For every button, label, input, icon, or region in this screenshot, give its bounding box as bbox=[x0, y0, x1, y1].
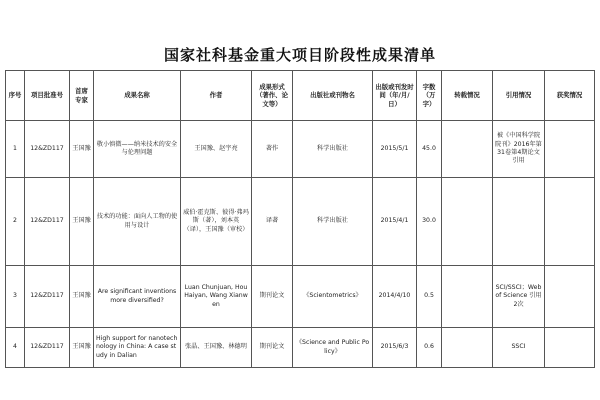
cell-chief-expert: 王国豫 bbox=[70, 328, 94, 368]
cell-reprint bbox=[442, 328, 493, 368]
header-award: 获奖情况 bbox=[545, 71, 595, 121]
header-no: 序号 bbox=[6, 71, 25, 121]
cell-project-no: 12&ZD117 bbox=[25, 178, 70, 266]
cell-citation: 被《中国科学院院刊》2016年第31卷第4期论文引用 bbox=[493, 121, 545, 178]
cell-result-form: 期刊论文 bbox=[252, 266, 293, 328]
cell-no: 4 bbox=[6, 328, 25, 368]
cell-author: 威伯·霍克斯、彼得·弗玛斯（著），刘本英（译），王国豫（审校） bbox=[181, 178, 252, 266]
table-row bbox=[6, 121, 595, 178]
header-author: 作者 bbox=[181, 71, 252, 121]
cell-chief-expert: 王国豫 bbox=[70, 121, 94, 178]
cell-result-name: High support for nanotechnology in China: A case study in Dalian bbox=[94, 328, 181, 368]
results-table bbox=[5, 70, 595, 368]
table-row bbox=[6, 328, 595, 368]
cell-publisher: 科学出版社 bbox=[293, 121, 373, 178]
cell-author: Luan Chunjuan, Hou Haiyan, Wang Xianwen bbox=[181, 266, 252, 328]
table-header-row bbox=[6, 71, 595, 121]
cell-publisher: 《Science and Public Policy》 bbox=[293, 328, 373, 368]
table-row bbox=[6, 178, 595, 266]
header-word-count: 字数（万字） bbox=[417, 71, 442, 121]
cell-pub-time: 2014/4/10 bbox=[373, 266, 417, 328]
table-row bbox=[6, 266, 595, 328]
header-publisher: 出版社或刊物名 bbox=[293, 71, 373, 121]
header-chief-expert: 首席专家 bbox=[70, 71, 94, 121]
cell-result-name: 敬小慎微——纳米技术的安全与伦理问题 bbox=[94, 121, 181, 178]
cell-result-form: 译著 bbox=[252, 178, 293, 266]
page-bottom-margin bbox=[0, 368, 600, 400]
cell-word-count: 0.6 bbox=[417, 328, 442, 368]
cell-project-no: 12&ZD117 bbox=[25, 121, 70, 178]
cell-pub-time: 2015/5/1 bbox=[373, 121, 417, 178]
cell-result-name: Are significant inventions more diversified? bbox=[94, 266, 181, 328]
cell-author: 张晶、王国豫、林德明 bbox=[181, 328, 252, 368]
cell-no: 1 bbox=[6, 121, 25, 178]
cell-reprint bbox=[442, 178, 493, 266]
cell-publisher: 《Scientometrics》 bbox=[293, 266, 373, 328]
cell-citation: SCI/SSCI；Web of Science 引用2次 bbox=[493, 266, 545, 328]
cell-citation bbox=[493, 178, 545, 266]
cell-project-no: 12&ZD117 bbox=[25, 328, 70, 368]
header-result-name: 成果名称 bbox=[94, 71, 181, 121]
header-reprint: 转载情况 bbox=[442, 71, 493, 121]
cell-no: 2 bbox=[6, 178, 25, 266]
cell-result-form: 著作 bbox=[252, 121, 293, 178]
cell-citation: SSCI bbox=[493, 328, 545, 368]
cell-word-count: 45.0 bbox=[417, 121, 442, 178]
cell-reprint bbox=[442, 266, 493, 328]
cell-publisher: 科学出版社 bbox=[293, 178, 373, 266]
cell-reprint bbox=[442, 121, 493, 178]
header-citation: 引用情况 bbox=[493, 71, 545, 121]
cell-chief-expert: 王国豫 bbox=[70, 266, 94, 328]
cell-project-no: 12&ZD117 bbox=[25, 266, 70, 328]
cell-award bbox=[545, 178, 595, 266]
cell-pub-time: 2015/4/1 bbox=[373, 178, 417, 266]
cell-author: 王国豫、赵宇亮 bbox=[181, 121, 252, 178]
cell-award bbox=[545, 328, 595, 368]
cell-pub-time: 2015/6/3 bbox=[373, 328, 417, 368]
header-result-form: 成果形式（著作、论文等） bbox=[252, 71, 293, 121]
header-project-no: 项目批准号 bbox=[25, 71, 70, 121]
header-pub-time: 出版或刊发时间（年/月/日） bbox=[373, 71, 417, 121]
cell-award bbox=[545, 266, 595, 328]
cell-chief-expert: 王国豫 bbox=[70, 178, 94, 266]
cell-result-form: 期刊论文 bbox=[252, 328, 293, 368]
cell-word-count: 30.0 bbox=[417, 178, 442, 266]
cell-word-count: 0.5 bbox=[417, 266, 442, 328]
document-title: 国家社科基金重大项目阶段性成果清单 bbox=[163, 46, 436, 64]
cell-no: 3 bbox=[6, 266, 25, 328]
cell-award bbox=[545, 121, 595, 178]
cell-result-name: 技术的功能：面向人工物的使用与设计 bbox=[94, 178, 181, 266]
